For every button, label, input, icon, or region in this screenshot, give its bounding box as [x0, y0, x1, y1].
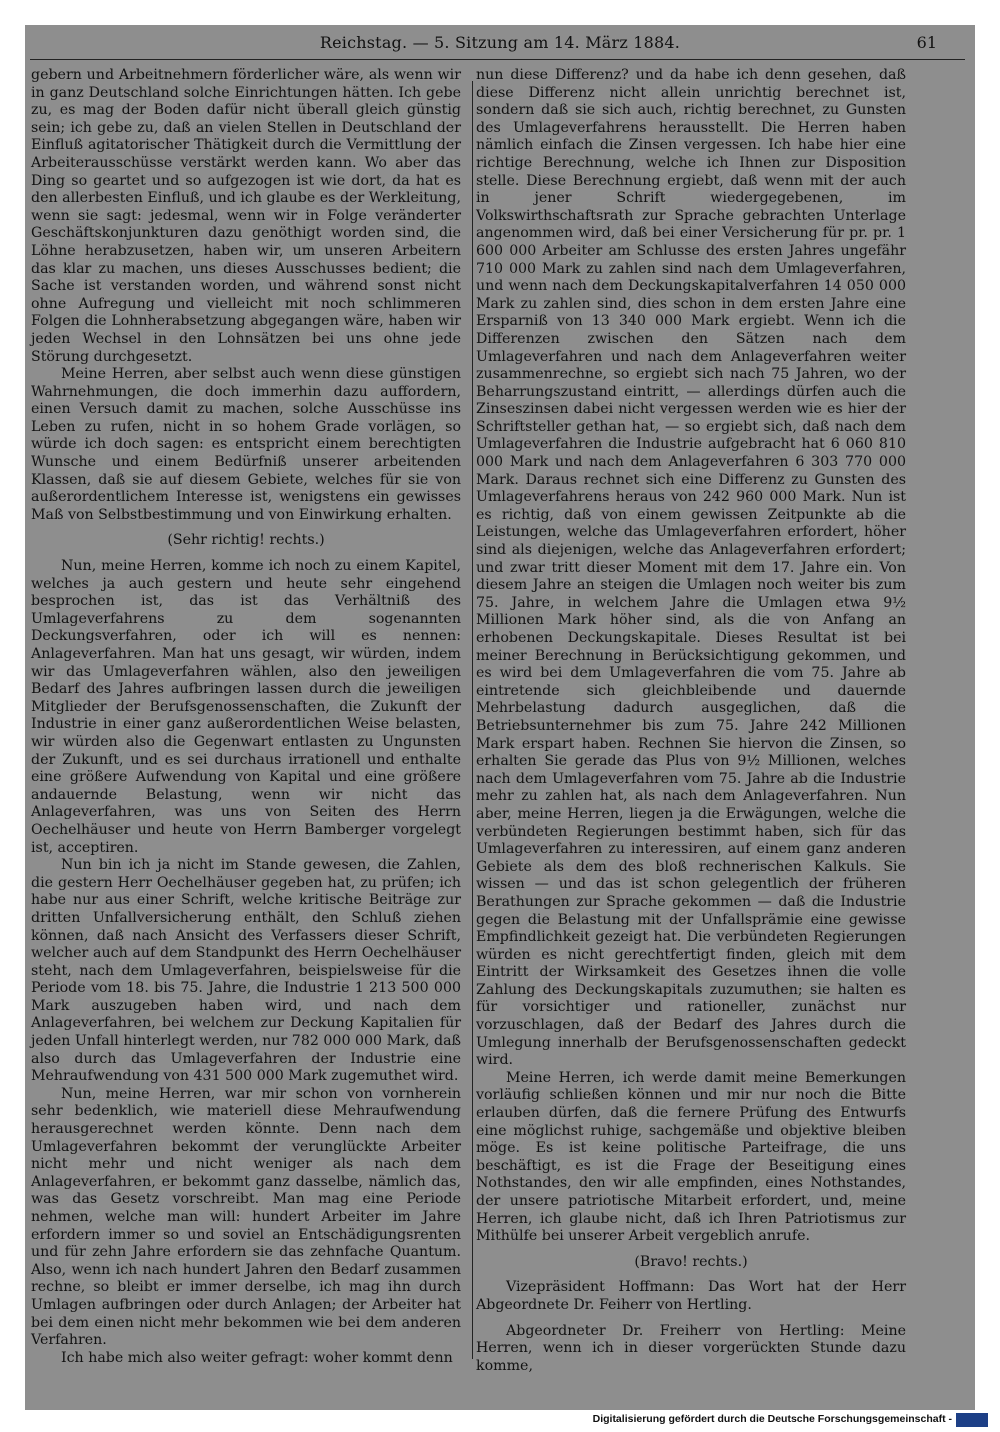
paragraph: Nun, meine Herren, komme ich noch zu einem Kapitel, welches ja auch gestern und heute sehr eingehend besprochen ist, das ist das Verhältniß des Umlageverfahrens zu dem sogenannten Deckungsverfahren, oder ich will es nennen: Anlageverfahren. Man hat uns gesagt, wir würden, indem wir das Umlageverfahren wählen, also den jeweiligen Bedarf des Jahres aufbringen lassen durch die jeweiligen Mitglieder der Berufsgenossenschaften, die Zukunft der Industrie in einer ganz außerordentlichen Weise belasten, wir würden also die Gegenwart entlasten zu Ungunsten der Zukunft, und es sei durchaus irrationell und enthalte eine größere Aufwendung von Kapital und eine größere andauernde Belastung, wenn wir nicht das Anlageverfahren, was uns von Seiten des Herrn Oechelhäuser und heute von Herrn Bamberger vorgelegt ist, acceptiren. — [31, 558, 461, 856]
right-column — [476, 67, 906, 1375]
paragraph: Nun bin ich ja nicht im Stande gewesen, die Zahlen, die gestern Herr Oechelhäuser gegeben hat, zu prüfen; ich habe nur aus einer Schrift, welche kritische Beiträge zur dritten Unfallversicherung enthält, den Schluß ziehen können, daß nach Ansicht des Verfassers dieser Schrift, welcher auch auf dem Standpunkt des Herrn Oechelhäuser steht, nach dem Umlageverfahren, beispielsweise für die Periode vom 18. bis 75. Jahre, die Industrie 1 213 500 000 Mark auszugeben haben wird, und nach dem Anlageverfahren, bei welchem zur Deckung Kapitalien für jeden Unfall hinterlegt werden, nur 782 000 000 Mark, daß also durch das Umlageverfahren der Industrie eine Mehraufwendung von 431 500 000 Mark zugemuthet wird. — [31, 857, 461, 1085]
paragraph: Meine Herren, ich werde damit meine Bemerkungen vorläufig schließen können und mir nur noch die Bitte erlauben dürfen, daß die fernere Prüfung des Entwurfs eine möglichst ruhige, sachgemäße und objektive bleiben möge. Es ist keine politische Parteifrage, die uns beschäftigt, es ist die Frage der Beseitigung eines Nothstandes, den wir alle empfinden, eines Nothstandes, der unsere patriotische Mitarbeit erfordert, und, meine Herren, ich glaube nicht, daß ich Ihren Patriotismus zur Mithülfe bei unserer Arbeit vergeblich anrufe. — [476, 1069, 906, 1245]
speaker-paragraph: Abgeordneter Dr. Freiherr von Hertling: Meine Herren, wenn ich in dieser vorgerückten Stunde dazu komme, — [476, 1322, 906, 1374]
speaker-paragraph: Vizepräsident Hoffmann: Das Wort hat der Herr Abgeordnete Dr. Feiherr von Hertling. — [476, 1279, 906, 1313]
header-title: Reichstag. — 5. Sitzung am 14. März 1884. — [319, 33, 681, 52]
paragraph: gebern und Arbeitnehmern förderlicher wäre, als wenn wir in ganz Deutschland solche Einrichtungen hätten. Ich gebe zu, es mag der Boden dafür nicht überall gleich günstig sein; ich gebe zu, daß an vielen Stellen in Deutschland der Einfluß agitatorischer Thätigkeit durch die Vermittlung der Arbeiterausschüsse verstärkt werden kann. Wo aber das Ding so geartet und so aufgezogen ist wie dort, da hat es den allerbesten Einfluß, und ich glaube es der Werkleitung, wenn sie sagt: jedesmal, wenn wir in Folge veränderter Geschäftskonjunkturen dazu genöthigt worden sind, die Löhne herabzusetzen, haben wir, um unseren Arbeitern das klar zu machen, uns dieses Ausschusses bedient; die Sache ist verstanden worden, und während sonst nicht ohne Aufregung und vielleicht mit noch schlimmeren Folgen die Lohnherabsetzung abgegangen wäre, haben wir jeden Wechsel in den Lohnsätzen bei uns ohne jede Störung durchgesetzt. — [31, 67, 461, 365]
paragraph: Meine Herren, aber selbst auch wenn diese günstigen Wahrnehmungen, die doch immerhin dazu auffordern, einen Versuch damit zu machen, solche Ausschüsse ins Leben zu rufen, nicht in so hohem Grade vorlägen, so würde ich doch sagen: es entspricht einem berechtigten Wunsche und einem Bedürfniß unserer arbeitenden Klassen, daß sie auf diesem Gebiete, welches für sie von außerordentlichem Interesse ist, wenigstens ein gewisses Maß von Selbstbestimmung und von Einwirkung erhalten. — [31, 366, 461, 523]
column-divider — [472, 81, 473, 1359]
scanned-page — [25, 25, 975, 1410]
header-rule — [30, 59, 965, 60]
footer — [0, 1413, 1000, 1431]
dfg-logo — [956, 1413, 988, 1427]
interjection: (Bravo! rechts.) — [634, 1253, 748, 1270]
funding-credit: Digitalisierung gefördert durch die Deutsche Forschungsgemeinschaft - — [592, 1413, 952, 1425]
left-column — [31, 67, 461, 1367]
paragraph: Ich habe mich also weiter gefragt: woher kommt denn — [61, 1349, 453, 1366]
interjection: (Sehr richtig! rechts.) — [167, 532, 325, 549]
page-number: 61 — [916, 33, 937, 52]
paragraph: nun diese Differenz? und da habe ich denn gesehen, daß diese Differenz nicht allein unrichtig berechnet ist, sondern daß sie sich auch, richtig berechnet, zu Gunsten des Umlageverfahrens herausstellt. Die Herren haben nämlich einfach die Zinsen vergessen. Ich habe hier eine richtige Berechnung, welche ich Ihnen zur Disposition stelle. Diese Berechnung ergiebt, daß wenn mit der auch in jener Schrift wiedergegebenen, im Volkswirthschaftsrath zur Sprache gebrachten Unterlage angenommen wird, daß bei einer Versicherung für pr. pr. 1 600 000 Arbeiter am Schlusse des ersten Jahres ungefähr 710 000 Mark zu zahlen sind nach dem Umlageverfahren, und wenn nach dem Deckungskapitalverfahren 14 050 000 Mark zu zahlen sind, dies schon in dem ersten Jahre eine Ersparniß von 13 340 000 Mark ergiebt. Wenn ich die Differenzen zwischen den Sätzen nach dem Umlageverfahren und nach dem Anlageverfahren weiter zusammenrechne, so ergiebt sich nach 75 Jahren, wo der Beharrungszustand eintritt, — allerdings dürfen auch die Zinseszinsen dabei nicht vergessen werden wie es hier der Schriftsteller gethan hat, — so ergiebt sich, daß nach dem Umlageverfahren die Industrie aufgebracht hat 6 060 810 000 Mark und nach dem Anlageverfahren 6 303 770 000 Mark. Daraus rechnet sich eine Differenz zu Gunsten des Umlageverfahrens heraus von 242 960 000 Mark. Nun ist es richtig, daß von einem gewissen Zeitpunkte ab die Leistungen, welche das Umlageverfahren erfordert, höher sind als diejenigen, welche das Anlageverfahren erfordert; und zwar tritt dieser Moment mit dem 17. Jahre ein. Von diesem Jahre an steigen die Umlagen noch weiter bis zum 75. Jahre, in welchem Jahre die Umlagen etwa 9½ Millionen Mark höher sind, als die von Anfang an erhobenen Deckungskapitale. Dieses Resultat ist bei meiner Berechnung in Berücksichtigung gekommen, und es wird bei dem Umlageverfahren die vom 75. Jahre ab eintretende sich gleichbleibende und dauernde Mehrbelastung dadurch ausgeglichen, daß die Betriebsunternehmer bis zum 75. Jahre 242 Millionen Mark erspart haben. Rechnen Sie hiervon die Zinsen, so erhalten Sie gerade das Plus von 9½ Millionen, welches nach dem Umlageverfahren vom 75. Jahre ab die Industrie mehr zu zahlen hat, als nach dem Anlageverfahren. Nun aber, meine Herren, liegen ja die Erwägungen, welche die verbündeten Regierungen bestimmt haben, sich für das Umlageverfahren zu interessiren, auf einem ganz anderen Gebiete als dem des bloß rechnerischen Kalkuls. Sie wissen — und das ist schon gelegentlich der früheren Berathungen zur Sprache gekommen — daß die Industrie gegen die Belastung mit der Unfallsprämie eine gewisse Empfindlichkeit gezeigt hat. Die verbündeten Regierungen würden es nicht gerechtfertigt finden, gleich mit dem Eintritt der Wirksamkeit des Gesetzes ihnen die volle Zahlung des Deckungskapitals zuzumuthen; sie halten es für vorsichtiger und rationeller, zunächst nur vorzuschlagen, daß der Bedarf des Jahres durch die Umlegung innerhalb der Berufsgenossenschaften gedeckt wird. — [476, 67, 906, 1069]
paragraph: Nun, meine Herren, war mir schon von vornherein sehr bedenklich, wie materiell diese Mehraufwendung herausgerechnet werden könnte. Denn nach dem Umlageverfahren bekommt der verunglückte Arbeiter nicht mehr und nicht weniger als nach dem Anlageverfahren, er bekommt ganz dasselbe, nämlich das, was das Gesetz vorschreibt. Man mag eine Periode nehmen, welche man will: hundert Arbeiter im Jahre erfordern immer so und soviel an Entschädigungsrenten und für zehn Jahre erfordern sie das zehnfache Quantum. Also, wenn ich nach hundert Jahren den Bedarf zusammen rechne, so bleibt er immer derselbe, ich mag ihn durch Umlagen aufbringen oder durch Anlagen; der Arbeiter hat bei dem einen nicht mehr bekommen wie bei dem anderen Verfahren. — [31, 1085, 461, 1349]
